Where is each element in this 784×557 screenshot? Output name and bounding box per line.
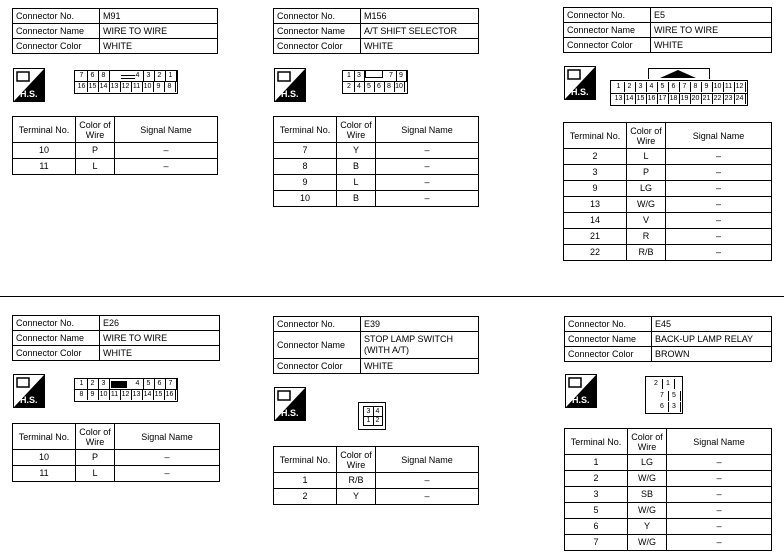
- wire-color-header: Color of Wire: [76, 117, 115, 143]
- connector-info-table: [563, 7, 772, 53]
- connector-pin: 3: [98, 379, 110, 389]
- connector-name-label: Connector Name: [274, 332, 361, 359]
- connector-pin: 14: [142, 390, 154, 400]
- hs-label: H.S.: [572, 395, 590, 405]
- signal-name: –: [666, 181, 772, 197]
- hs-icon: [274, 387, 306, 421]
- connector-pin: 1: [344, 71, 355, 81]
- connector-name-value: WIRE TO WIRE: [100, 331, 220, 346]
- terminal-no: 7: [565, 535, 628, 551]
- signal-name: –: [115, 143, 218, 159]
- connector-color-label: Connector Color: [13, 346, 100, 361]
- connector-no-label: Connector No.: [564, 8, 651, 23]
- connector-pin: 2: [154, 71, 166, 81]
- terminal-no: 10: [13, 450, 76, 466]
- terminal-no: 2: [564, 149, 627, 165]
- terminal-no-header: Terminal No.: [274, 117, 337, 143]
- hs-icon: [565, 374, 597, 408]
- connector-pin: 1: [613, 82, 625, 92]
- wire-color: R: [627, 229, 666, 245]
- wire-color: LG: [628, 455, 667, 471]
- connector-pin: 3: [668, 402, 681, 412]
- table-row: [564, 197, 772, 213]
- connector-pin: 3: [364, 407, 374, 416]
- table-row: [13, 143, 218, 159]
- connector-pin: 7: [386, 71, 397, 81]
- connector-pin: 2: [344, 82, 355, 92]
- table-row: [274, 473, 479, 489]
- connector-info-table: [273, 8, 479, 54]
- connector-pin: 4: [354, 82, 365, 92]
- connector-pin: 2: [87, 379, 99, 389]
- terminal-table: [273, 446, 479, 505]
- connector-pin: 9: [153, 82, 165, 92]
- connector-name-value: A/T SHIFT SELECTOR: [361, 24, 479, 39]
- signal-name: –: [667, 535, 772, 551]
- terminal-table: [12, 116, 218, 175]
- terminal-no: 13: [564, 197, 627, 213]
- terminal-no: 2: [274, 489, 337, 505]
- connector-pin: 10: [394, 82, 405, 92]
- connector-pin: 10: [712, 82, 724, 92]
- signal-name: –: [376, 143, 479, 159]
- signal-name: –: [666, 165, 772, 181]
- wire-color: Y: [628, 519, 667, 535]
- signal-name: –: [376, 191, 479, 207]
- wire-color: L: [76, 466, 115, 482]
- connector-no-label: Connector No.: [274, 9, 361, 24]
- signal-name-header: Signal Name: [376, 447, 479, 473]
- terminal-no: 3: [565, 487, 628, 503]
- signal-name-header: Signal Name: [115, 424, 220, 450]
- connector-pin: 11: [723, 82, 735, 92]
- terminal-table-header: [13, 424, 220, 450]
- connector-pin: 4: [646, 82, 658, 92]
- signal-name-header: Signal Name: [666, 123, 772, 149]
- connector-pin: 14: [98, 82, 110, 92]
- connector-info-table: [12, 315, 220, 361]
- connector-pin: 8: [76, 390, 88, 400]
- terminal-no: 7: [274, 143, 337, 159]
- wire-color: SB: [628, 487, 667, 503]
- terminal-no: 14: [564, 213, 627, 229]
- terminal-no: 10: [13, 143, 76, 159]
- connector-pin: 14: [624, 94, 636, 104]
- wire-color: Y: [337, 143, 376, 159]
- connector-pin: 4: [132, 379, 144, 389]
- terminal-table-header: [565, 429, 772, 455]
- connector-name-value: WIRE TO WIRE: [651, 23, 772, 38]
- wire-color: P: [76, 143, 115, 159]
- connector-pin: 1: [662, 379, 675, 389]
- hs-icon: [13, 374, 45, 408]
- terminal-table: [273, 116, 479, 207]
- terminal-no: 1: [565, 455, 628, 471]
- connector-name-label: Connector Name: [564, 23, 651, 38]
- connector-pin: 15: [87, 82, 99, 92]
- connector-pin: 9: [87, 390, 99, 400]
- connector-pin: 12: [734, 82, 746, 92]
- connector-pin: 15: [153, 390, 165, 400]
- connector-color-value: WHITE: [361, 359, 479, 374]
- connector-pin: 16: [76, 82, 88, 92]
- connector-pin: 10: [98, 390, 110, 400]
- terminal-no: 5: [565, 503, 628, 519]
- connector-pin: 6: [154, 379, 166, 389]
- signal-name-header: Signal Name: [376, 117, 479, 143]
- signal-name: –: [667, 455, 772, 471]
- connector-color-value: BROWN: [652, 347, 772, 362]
- table-row: [565, 519, 772, 535]
- connector-pin: 9: [701, 82, 713, 92]
- wire-color: L: [627, 149, 666, 165]
- terminal-no: 9: [564, 181, 627, 197]
- signal-name: –: [115, 466, 220, 482]
- signal-name: –: [667, 487, 772, 503]
- wire-color: W/G: [628, 503, 667, 519]
- terminal-no: 3: [564, 165, 627, 181]
- connector-pin: 17: [657, 94, 669, 104]
- table-row: [564, 181, 772, 197]
- connector-pin: 2: [650, 379, 663, 389]
- connector-pin: 1: [165, 71, 177, 81]
- connector-pin: 23: [723, 94, 735, 104]
- table-row: [13, 450, 220, 466]
- connector-pin: 20: [690, 94, 702, 104]
- section-divider: [0, 296, 784, 297]
- signal-name: –: [667, 503, 772, 519]
- connector-pin: 21: [701, 94, 713, 104]
- terminal-table: [563, 122, 772, 261]
- connector-pin: 1: [76, 379, 88, 389]
- connector-no-value: E45: [652, 317, 772, 332]
- connector-name-value: BACK-UP LAMP RELAY: [652, 332, 772, 347]
- signal-name-header: Signal Name: [667, 429, 772, 455]
- connector-color-value: WHITE: [100, 39, 218, 54]
- terminal-no: 21: [564, 229, 627, 245]
- connector-pin: 5: [364, 82, 375, 92]
- connector-color-label: Connector Color: [13, 39, 100, 54]
- signal-name: –: [376, 489, 479, 505]
- connector-color-label: Connector Color: [274, 359, 361, 374]
- table-row: [564, 213, 772, 229]
- hs-icon: [274, 68, 306, 102]
- connector-pin: 2: [373, 416, 383, 425]
- connector-no-label: Connector No.: [274, 317, 361, 332]
- terminal-no-header: Terminal No.: [564, 123, 627, 149]
- table-row: [274, 175, 479, 191]
- table-row: [13, 466, 220, 482]
- connector-no-value: E5: [651, 8, 772, 23]
- connector-no-value: M91: [100, 9, 218, 24]
- table-row: [564, 229, 772, 245]
- connector-color-label: Connector Color: [274, 39, 361, 54]
- connector-no-value: E39: [361, 317, 479, 332]
- table-row: [565, 455, 772, 471]
- signal-name: –: [666, 229, 772, 245]
- signal-name: –: [666, 149, 772, 165]
- terminal-no: 9: [274, 175, 337, 191]
- connector-pin: 6: [656, 402, 669, 412]
- connector-pin: 3: [354, 71, 365, 81]
- connector-pin: 6: [668, 82, 680, 92]
- terminal-table: [12, 423, 220, 482]
- wire-color: W/G: [627, 197, 666, 213]
- wire-color-header: Color of Wire: [76, 424, 115, 450]
- terminal-no: 8: [274, 159, 337, 175]
- terminal-no: 6: [565, 519, 628, 535]
- connector-color-value: WHITE: [100, 346, 220, 361]
- connector-pin: 16: [164, 390, 176, 400]
- wire-color-header: Color of Wire: [337, 117, 376, 143]
- table-row: [13, 159, 218, 175]
- connector-pin: 12: [120, 82, 132, 92]
- wire-color: W/G: [628, 471, 667, 487]
- connector-pin: 16: [646, 94, 658, 104]
- connector-no-label: Connector No.: [565, 317, 652, 332]
- connector-name-label: Connector Name: [565, 332, 652, 347]
- connector-info-table: [273, 316, 479, 374]
- connector-pin: 5: [657, 82, 669, 92]
- connector-color-value: WHITE: [651, 38, 772, 53]
- terminal-no-header: Terminal No.: [565, 429, 628, 455]
- connector-pin: 7: [656, 391, 669, 401]
- table-row: [565, 471, 772, 487]
- hs-label: H.S.: [20, 395, 38, 405]
- connector-color-label: Connector Color: [564, 38, 651, 53]
- wire-color: LG: [627, 181, 666, 197]
- signal-name: –: [667, 471, 772, 487]
- terminal-no: 11: [13, 159, 76, 175]
- connector-pin: 8: [164, 82, 176, 92]
- wire-color-header: Color of Wire: [627, 123, 666, 149]
- connector-key: [660, 70, 696, 78]
- terminal-no-header: Terminal No.: [13, 424, 76, 450]
- terminal-no: 10: [274, 191, 337, 207]
- signal-name: –: [376, 175, 479, 191]
- terminal-table-header: [274, 117, 479, 143]
- connector-pin: 8: [690, 82, 702, 92]
- connector-pin: 11: [131, 82, 143, 92]
- connector-name-value: STOP LAMP SWITCH (WITH A/T): [361, 332, 479, 359]
- connector-color-value: WHITE: [361, 39, 479, 54]
- terminal-table: [564, 428, 772, 551]
- table-row: [565, 535, 772, 551]
- connector-name-label: Connector Name: [13, 331, 100, 346]
- wire-color-header: Color of Wire: [628, 429, 667, 455]
- signal-name: –: [667, 519, 772, 535]
- signal-name: –: [666, 197, 772, 213]
- connector-pin: 4: [373, 407, 383, 416]
- signal-name: –: [666, 213, 772, 229]
- table-row: [565, 503, 772, 519]
- connector-pin: 24: [734, 94, 746, 104]
- connector-color-label: Connector Color: [565, 347, 652, 362]
- signal-name-header: Signal Name: [115, 117, 218, 143]
- connector-name-label: Connector Name: [274, 24, 361, 39]
- wire-color: R/B: [627, 245, 666, 261]
- hs-label: H.S.: [20, 89, 38, 99]
- hs-icon: [564, 66, 596, 100]
- connector-pin: 6: [87, 71, 99, 81]
- terminal-table-header: [564, 123, 772, 149]
- connector-pin: 7: [76, 71, 88, 81]
- connector-no-label: Connector No.: [13, 316, 100, 331]
- connector-pin: 19: [679, 94, 691, 104]
- connector-no-value: M156: [361, 9, 479, 24]
- connector-pin: 6: [374, 82, 385, 92]
- terminal-no: 11: [13, 466, 76, 482]
- wire-color: P: [76, 450, 115, 466]
- terminal-no: 2: [565, 471, 628, 487]
- connector-no-label: Connector No.: [13, 9, 100, 24]
- terminal-no: 22: [564, 245, 627, 261]
- connector-key: [111, 381, 127, 388]
- terminal-table-header: [274, 447, 479, 473]
- table-row: [274, 143, 479, 159]
- wire-color: P: [627, 165, 666, 181]
- signal-name: –: [115, 450, 220, 466]
- connector-name-label: Connector Name: [13, 24, 100, 39]
- wire-color: B: [337, 191, 376, 207]
- connector-pin: 15: [635, 94, 647, 104]
- connector-pin: 11: [109, 390, 121, 400]
- hs-label: H.S.: [571, 87, 589, 97]
- connector-pin: 13: [613, 94, 625, 104]
- signal-name: –: [115, 159, 218, 175]
- connector-info-table: [12, 8, 218, 54]
- connector-pin: 8: [98, 71, 110, 81]
- connector-pin: 4: [132, 71, 144, 81]
- wire-color: B: [337, 159, 376, 175]
- table-row: [565, 487, 772, 503]
- connector-pin: 10: [142, 82, 154, 92]
- terminal-no: 1: [274, 473, 337, 489]
- connector-pin: 3: [143, 71, 155, 81]
- hs-label: H.S.: [281, 89, 299, 99]
- signal-name: –: [376, 159, 479, 175]
- connector-key: [365, 71, 383, 78]
- wire-color: V: [627, 213, 666, 229]
- connector-pin: 5: [668, 391, 681, 401]
- table-row: [564, 165, 772, 181]
- hs-icon: [13, 68, 45, 102]
- connector-info-table: [564, 316, 772, 362]
- connector-no-value: E26: [100, 316, 220, 331]
- signal-name: –: [376, 473, 479, 489]
- signal-name: –: [666, 245, 772, 261]
- connector-name-value: WIRE TO WIRE: [100, 24, 218, 39]
- wire-color: L: [76, 159, 115, 175]
- wire-color: L: [337, 175, 376, 191]
- wire-color: R/B: [337, 473, 376, 489]
- terminal-no-header: Terminal No.: [13, 117, 76, 143]
- wire-color: Y: [337, 489, 376, 505]
- terminal-table-header: [13, 117, 218, 143]
- connector-pin: 5: [143, 379, 155, 389]
- table-row: [274, 489, 479, 505]
- connector-pin: 2: [624, 82, 636, 92]
- connector-pin: 12: [120, 390, 132, 400]
- connector-pin: 13: [109, 82, 121, 92]
- connector-pin: 9: [396, 71, 407, 81]
- terminal-no-header: Terminal No.: [274, 447, 337, 473]
- connector-pin: 7: [165, 379, 177, 389]
- connector-pin: 8: [384, 82, 395, 92]
- wire-color: W/G: [628, 535, 667, 551]
- connector-pin: 13: [131, 390, 143, 400]
- connector-pin: 1: [364, 416, 374, 425]
- connector-pin: 3: [635, 82, 647, 92]
- table-row: [274, 159, 479, 175]
- wire-color-header: Color of Wire: [337, 447, 376, 473]
- connector-pin: 22: [712, 94, 724, 104]
- hs-label: H.S.: [281, 408, 299, 418]
- connector-pin: 7: [679, 82, 691, 92]
- table-row: [564, 149, 772, 165]
- table-row: [274, 191, 479, 207]
- table-row: [564, 245, 772, 261]
- connector-pin: 18: [668, 94, 680, 104]
